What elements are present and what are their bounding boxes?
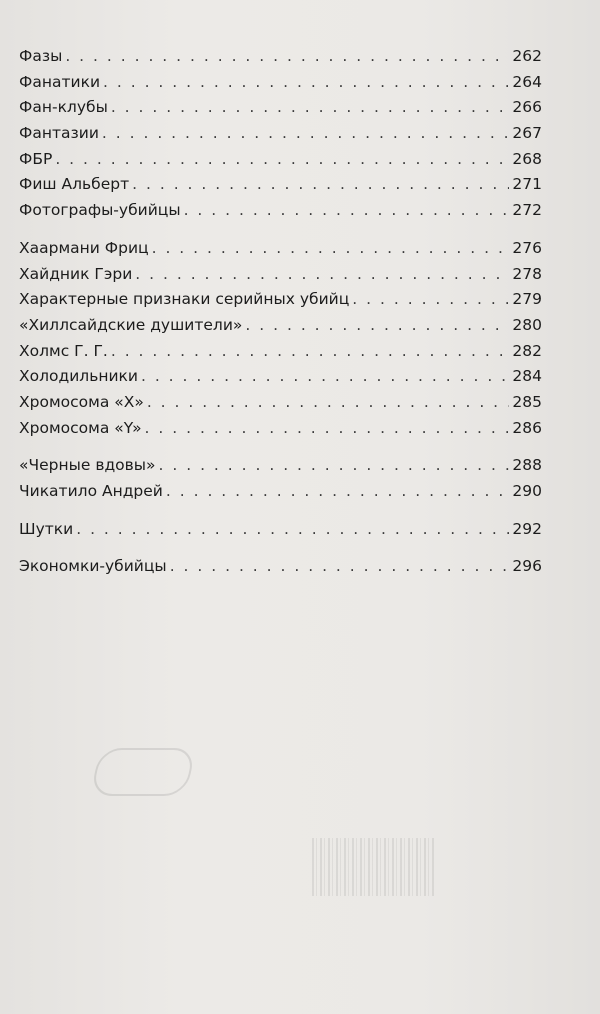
toc-entry-page-number: 292 bbox=[512, 519, 542, 538]
toc-dot-leader bbox=[145, 416, 510, 442]
toc-entry-title: Хромосома «Y» bbox=[19, 418, 142, 437]
toc-entry-page-number: 285 bbox=[512, 392, 542, 411]
toc-entry bbox=[19, 453, 542, 479]
age-rating-badge-showthrough bbox=[90, 748, 196, 796]
toc-entry bbox=[19, 416, 542, 442]
toc-entry bbox=[19, 121, 542, 147]
toc-entry-title: Холмс Г. Г. bbox=[19, 341, 108, 360]
toc-dot-leader bbox=[170, 554, 510, 580]
toc-entry bbox=[19, 262, 542, 288]
toc-group bbox=[19, 236, 542, 442]
toc-dot-leader bbox=[102, 121, 510, 147]
toc-entry-page-number: 290 bbox=[512, 482, 542, 500]
toc-group bbox=[19, 44, 542, 224]
toc-dot-leader bbox=[76, 517, 509, 543]
toc-entry-title: Холодильники bbox=[19, 367, 138, 386]
toc-dot-leader bbox=[132, 172, 509, 198]
toc-entry-title: Фотографы-убийцы bbox=[19, 201, 181, 220]
toc-entry-title: Шутки bbox=[19, 519, 74, 538]
toc-entry-title: Характерные признаки серийных убийц bbox=[19, 290, 350, 309]
toc-entry-title: Фиш Альберт bbox=[19, 175, 130, 194]
toc-entry-page-number: 288 bbox=[512, 456, 542, 475]
toc-group bbox=[19, 554, 542, 580]
toc-entry-page-number: 284 bbox=[512, 367, 542, 386]
toc-entry-title: Фазы bbox=[19, 47, 63, 65]
toc-entry bbox=[19, 147, 542, 173]
toc-dot-leader bbox=[352, 287, 509, 313]
toc-entry bbox=[19, 172, 542, 198]
toc-dot-leader bbox=[245, 313, 509, 339]
toc-entry-page-number: 272 bbox=[512, 201, 542, 220]
toc-entry bbox=[19, 236, 542, 262]
toc-entry-page-number: 271 bbox=[512, 175, 542, 194]
barcode-showthrough bbox=[312, 838, 436, 896]
toc-entry bbox=[19, 390, 542, 416]
toc-dot-leader bbox=[147, 390, 510, 416]
toc-dot-leader bbox=[159, 453, 510, 479]
toc-entry bbox=[19, 44, 542, 70]
toc-entry bbox=[19, 313, 542, 339]
toc-entry-page-number: 282 bbox=[512, 341, 542, 360]
toc-entry-title: Хайдник Гэри bbox=[19, 264, 133, 283]
toc-dot-leader bbox=[111, 95, 510, 121]
toc-entry-title: Хаармани Фриц bbox=[19, 238, 149, 257]
toc-entry-page-number: 264 bbox=[512, 72, 542, 91]
toc-entry-title: Фантазии bbox=[19, 124, 99, 143]
toc-entry-title: «Хиллсайдские душители» bbox=[19, 315, 243, 334]
toc-entry-page-number: 267 bbox=[512, 124, 542, 143]
toc-dot-leader bbox=[152, 236, 510, 262]
toc-dot-leader bbox=[103, 70, 509, 96]
toc-entry-page-number: 266 bbox=[512, 98, 542, 117]
toc-entry bbox=[19, 364, 542, 390]
toc-entry-title: «Черные вдовы» bbox=[19, 456, 156, 475]
toc-entry-title: Хромосома «Х» bbox=[19, 392, 144, 411]
toc-entry-page-number: 286 bbox=[512, 418, 542, 437]
toc-entry-title: Чикатило Андрей bbox=[19, 482, 163, 500]
toc-entry bbox=[19, 198, 542, 224]
toc-dot-leader bbox=[111, 339, 510, 365]
toc-entry-page-number: 280 bbox=[512, 315, 542, 334]
toc-group bbox=[19, 453, 542, 504]
toc-dot-leader bbox=[166, 479, 510, 505]
toc-entry-page-number: 296 bbox=[512, 557, 542, 576]
toc-entry-page-number: 276 bbox=[512, 238, 542, 257]
toc-dot-leader bbox=[184, 198, 510, 224]
toc-dot-leader bbox=[55, 147, 509, 173]
toc-entry bbox=[19, 287, 542, 313]
toc-entry-title: Экономки-убийцы bbox=[19, 557, 167, 576]
toc-group bbox=[19, 517, 542, 543]
toc-entry-page-number: 279 bbox=[512, 290, 542, 309]
toc-entry-page-number: 262 bbox=[512, 47, 542, 65]
toc-entry bbox=[19, 95, 542, 121]
toc-entry bbox=[19, 479, 542, 505]
toc-entry bbox=[19, 70, 542, 96]
toc-entry bbox=[19, 554, 542, 580]
toc-entry-page-number: 268 bbox=[512, 149, 542, 168]
toc-entry-title: Фанатики bbox=[19, 72, 101, 91]
toc-entry-title: Фан-клубы bbox=[19, 98, 108, 117]
toc-entry-title: ФБР bbox=[19, 149, 53, 168]
table-of-contents bbox=[19, 44, 542, 592]
toc-entry bbox=[19, 517, 542, 543]
toc-entry-page-number: 278 bbox=[512, 264, 542, 283]
toc-dot-leader bbox=[65, 44, 509, 70]
toc-dot-leader bbox=[141, 364, 509, 390]
toc-dot-leader bbox=[135, 262, 509, 288]
toc-entry bbox=[19, 339, 542, 365]
